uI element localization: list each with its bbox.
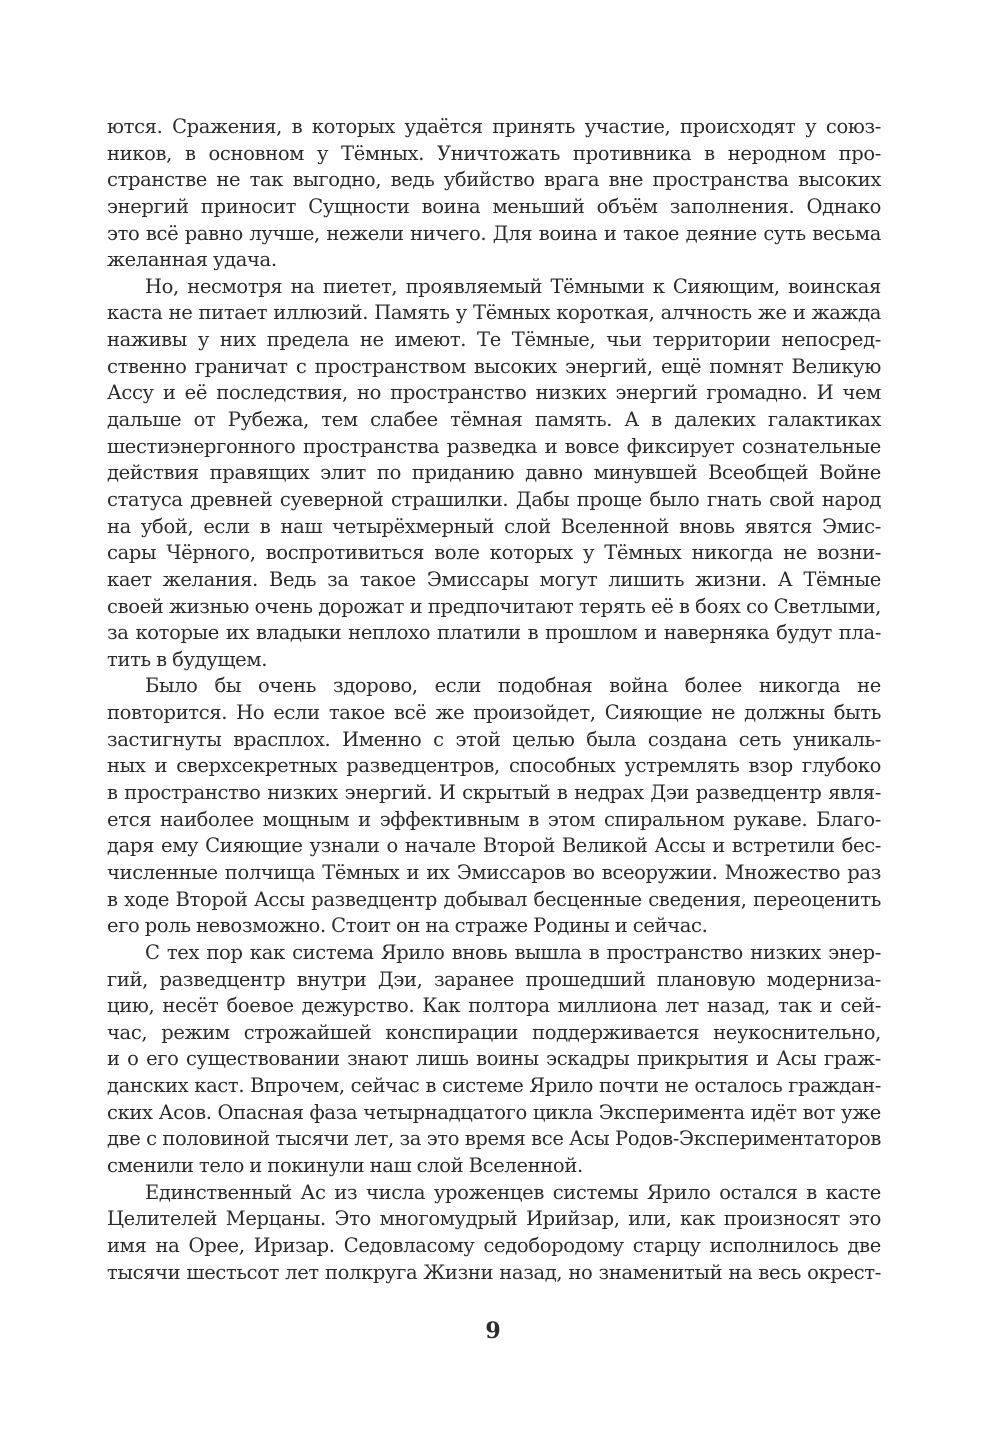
paragraph-3	[107, 673, 881, 939]
text-line: Но, несмотря на пиетет, проявляемый Тёмными к Сияющим, воинская	[145, 274, 881, 298]
text-line: энергий приносит Сущности воина меньший объём заполнения. Однако	[107, 194, 881, 218]
paragraph-5	[107, 1180, 881, 1287]
text-line: цию, несёт боевое дежурство. Как полтора миллиона лет назад, так и сей-	[107, 994, 881, 1018]
text-line: Было бы очень здорово, если подобная война более никогда не	[145, 674, 881, 698]
text-line: данских каст. Впрочем, сейчас в системе Ярило почти не осталось граждан-	[107, 1074, 881, 1098]
text-line: ников, в основном у Тёмных. Уничтожать противника в неродном про-	[107, 141, 881, 165]
text-line: С тех пор как система Ярило вновь вышла в пространство низких энер-	[145, 940, 881, 964]
text-line: странстве не так выгодно, ведь убийство врага вне пространства высоких	[107, 168, 881, 192]
text-line: действия правящих элит по приданию давно минувшей Всеобщей Войне	[107, 461, 881, 485]
text-line: кает желания. Ведь за такое Эмиссары могут лишить жизни. А Тёмные	[107, 567, 881, 591]
text-line: Ассу и её последствия, но пространство низких энергий громадно. И чем	[107, 381, 881, 405]
text-line: численные полчища Тёмных и их Эмиссаров во всеоружии. Множество раз	[107, 860, 881, 884]
paragraph-4	[107, 940, 881, 1180]
text-line: Целителей Мерцаны. Это многомудрый Ирийзар, или, как произносят это	[107, 1207, 881, 1231]
text-line: и о его существовании знают лишь воины эскадры прикрытия и Асы граж-	[107, 1047, 881, 1071]
text-line: в пространство низких энергий. И скрытый в недрах Дэи разведцентр явля-	[107, 781, 881, 805]
text-line: гий, разведцентр внутри Дэи, заранее прошедший плановую модерниза-	[107, 967, 881, 991]
text-line: за которые их владыки неплохо платили в прошлом и наверняка будут пла-	[107, 621, 881, 645]
text-line: это всё равно лучше, нежели ничего. Для воина и такое деяние суть весьма	[107, 221, 881, 245]
text-line: статуса древней суеверной страшилки. Дабы проще было гнать свой народ	[107, 487, 881, 511]
text-line: сары Чёрного, воспротивиться воле которых у Тёмных никогда не возни-	[107, 541, 881, 565]
text-line: тить в будущем.	[107, 647, 268, 671]
text-line: ются. Сражения, в которых удаётся принять участие, происходят у союз-	[107, 115, 881, 138]
text-line: тысячи шестьсот лет полкруга Жизни назад, но знаменитый на весь окрест-	[107, 1260, 881, 1284]
text-line: ется наиболее мощным и эффективным в этом спиральном рукаве. Благо-	[107, 807, 881, 831]
paragraph-2	[107, 274, 881, 674]
text-line: час, режим строжайшей конспирации поддерживается неукоснительно,	[107, 1020, 881, 1044]
text-line: ских Асов. Опасная фаза четырнадцатого цикла Эксперимента идёт вот уже	[107, 1100, 881, 1124]
text-line: каста не питает иллюзий. Память у Тёмных короткая, алчность же и жажда	[107, 301, 881, 325]
text-line: дальше от Рубежа, тем слабее тёмная память. А в далеких галактиках	[107, 408, 881, 432]
text-line: желанная удача.	[107, 248, 277, 272]
text-line: имя на Орее, Иризар. Седовласому седобородому старцу исполнилось две	[107, 1233, 881, 1257]
page-body	[107, 114, 881, 1286]
text-line: наживы у них предела не имеют. Те Тёмные, чьи территории непосред-	[107, 328, 881, 352]
text-line: его роль невозможно. Стоит он на страже Родины и сейчас.	[107, 914, 708, 938]
text-line: Единственный Ас из числа уроженцев системы Ярило остался в касте	[145, 1180, 881, 1204]
text-line: застигнуты врасплох. Именно с этой целью была создана сеть уникаль-	[107, 727, 881, 751]
text-line: в ходе Второй Ассы разведцентр добывал бесценные сведения, переоценить	[107, 887, 881, 911]
page-number: 9	[485, 1318, 501, 1344]
text-line: на убой, если в наш четырёхмерный слой Вселенной вновь явятся Эмис-	[107, 514, 881, 538]
text-line: шестиэнергонного пространства разведка и вовсе фиксирует сознательные	[107, 434, 881, 458]
paragraph-1	[107, 114, 881, 274]
text-line: своей жизнью очень дорожат и предпочитают терять её в боях со Светлыми,	[107, 594, 881, 618]
text-line: повторится. Но если такое всё же произойдет, Сияющие не должны быть	[107, 701, 881, 725]
text-line: ственно граничат с пространством высоких энергий, ещё помнят Великую	[107, 354, 881, 378]
text-line: сменили тело и покинули наш слой Вселенной.	[107, 1153, 583, 1177]
text-line: ных и сверхсекретных разведцентров, способных устремлять взор глубоко	[107, 754, 881, 778]
text-line: даря ему Сияющие узнали о начале Второй Великой Ассы и встретили бес-	[107, 834, 881, 858]
text-line: две с половиной тысячи лет, за это время все Асы Родов-Экспериментаторов	[107, 1127, 881, 1151]
